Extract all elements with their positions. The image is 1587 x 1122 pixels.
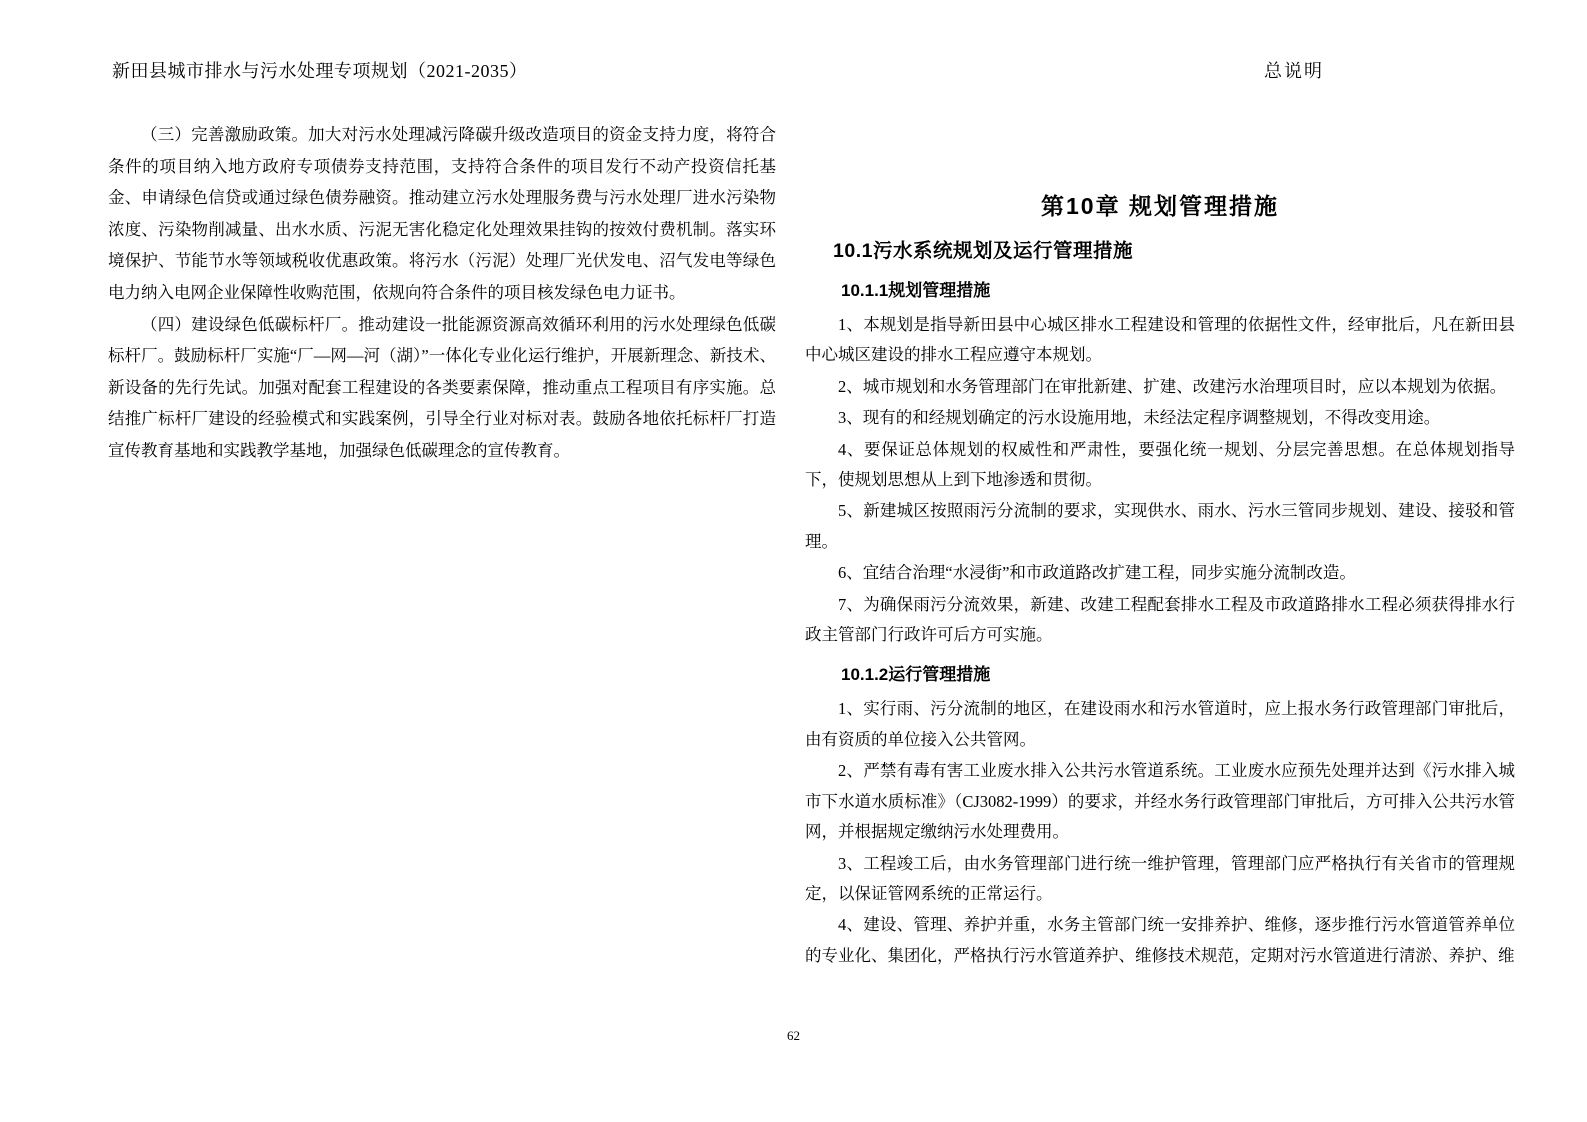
- planning-measure-item-2: 2、城市规划和水务管理部门在审批新建、扩建、改建污水治理项目时，应以本规划为依据。: [838, 376, 1507, 396]
- left-text-column: [108, 119, 776, 467]
- planning-measure-item-3: 3、现有的和经规划确定的污水设施用地，未经法定程序调整规划，不得改变用途。: [838, 408, 1441, 428]
- chapter-title: 第10章 规划管理措施: [1041, 193, 1279, 219]
- operation-measure-item-1: 1、实行雨、污分流制的地区，在建设雨水和污水管道时，应上报水务行政管理部门审批后，由有资质的单位接入公共管网。: [805, 699, 1515, 749]
- header-document-title: 新田县城市排水与污水处理专项规划（2021-2035）: [112, 61, 528, 81]
- planning-measure-item-1: 1、本规划是指导新田县中心城区排水工程建设和管理的依据性文件，经审批后，凡在新田县中心城区建设的排水工程应遵守本规划。: [805, 315, 1515, 365]
- planning-measure-item-7: 7、为确保雨污分流效果，新建、改建工程配套排水工程及市政道路排水工程必须获得排水行政主管部门行政许可后方可实施。: [805, 594, 1515, 645]
- planning-measure-item-6: 6、宜结合治理“水浸街”和市政道路改扩建工程，同步实施分流制改造。: [838, 563, 1356, 583]
- planning-measure-item-5: 5、新建城区按照雨污分流制的要求，实现供水、雨水、污水三管同步规划、建设、接驳和管理。: [805, 501, 1515, 551]
- paragraph-green-benchmark-plant: （四）建设绿色低碳标杆厂。推动建设一批能源资源高效循环利用的污水处理绿色低碳标杆厂。鼓励标杆厂实施“厂—网—河（湖）”一体化专业化运行维护，开展新理念、新技术、新设备的先行先试。加强对配套工程建设的各类要素保障，推动重点工程项目有序实施。总结推广标杆厂建设的经验模式和实践案例，引导全行业对标对表。鼓励各地依托标杆厂打造宣传教育基地和实践教学基地，加强绿色低碳理念的宣传教育。: [108, 314, 776, 460]
- subsection-title-10-1-2: 10.1.2运行管理措施: [841, 665, 991, 685]
- page-number: 62: [787, 1028, 800, 1043]
- planning-measure-item-4: 4、要保证总体规划的权威性和严肃性，要强化统一规划、分层完善思想。在总体规划指导下，使规划思想从上到下地渗透和贯彻。: [805, 439, 1515, 490]
- header-section-label: 总说明: [1264, 61, 1324, 81]
- operation-measure-item-2: 2、严禁有毒有害工业废水排入公共污水管道系统。工业废水应预先处理并达到《污水排入城市下水道水质标准》（CJ3082-1999）的要求，并经水务行政管理部门审批后，方可排入公共污水管网，并根据规定缴纳污水处理费用。: [805, 761, 1515, 842]
- section-title-10-1: 10.1污水系统规划及运行管理措施: [833, 240, 1133, 262]
- paragraph-incentive-policy: （三）完善激励政策。加大对污水处理减污降碳升级改造项目的资金支持力度，将符合条件的项目纳入地方政府专项债券支持范围，支持符合条件的项目发行不动产投资信托基金、申请绿色信贷或通过绿色债券融资。推动建立污水处理服务费与污水处理厂进水污染物浓度、污染物削减量、出水水质、污泥无害化稳定化处理效果挂钩的按效付费机制。落实环境保护、节能节水等领域税收优惠政策。将污水（污泥）处理厂光伏发电、沼气发电等绿色电力纳入电网企业保障性收购范围，依规向符合条件的项目核发绿色电力证书。: [108, 125, 776, 302]
- operation-measure-item-4: 4、建设、管理、养护并重，水务主管部门统一安排养护、维修，逐步推行污水管道管养单位的专业化、集团化，严格执行污水管道养护、维修技术规范，定期对污水管道进行清淤、养护、维: [805, 915, 1515, 965]
- operation-measure-item-3: 3、工程竣工后，由水务管理部门进行统一维护管理，管理部门应严格执行有关省市的管理规定，以保证管网系统的正常运行。: [805, 853, 1515, 903]
- right-text-column: [805, 188, 1515, 972]
- subsection-title-10-1-1: 10.1.1规划管理措施: [841, 281, 991, 300]
